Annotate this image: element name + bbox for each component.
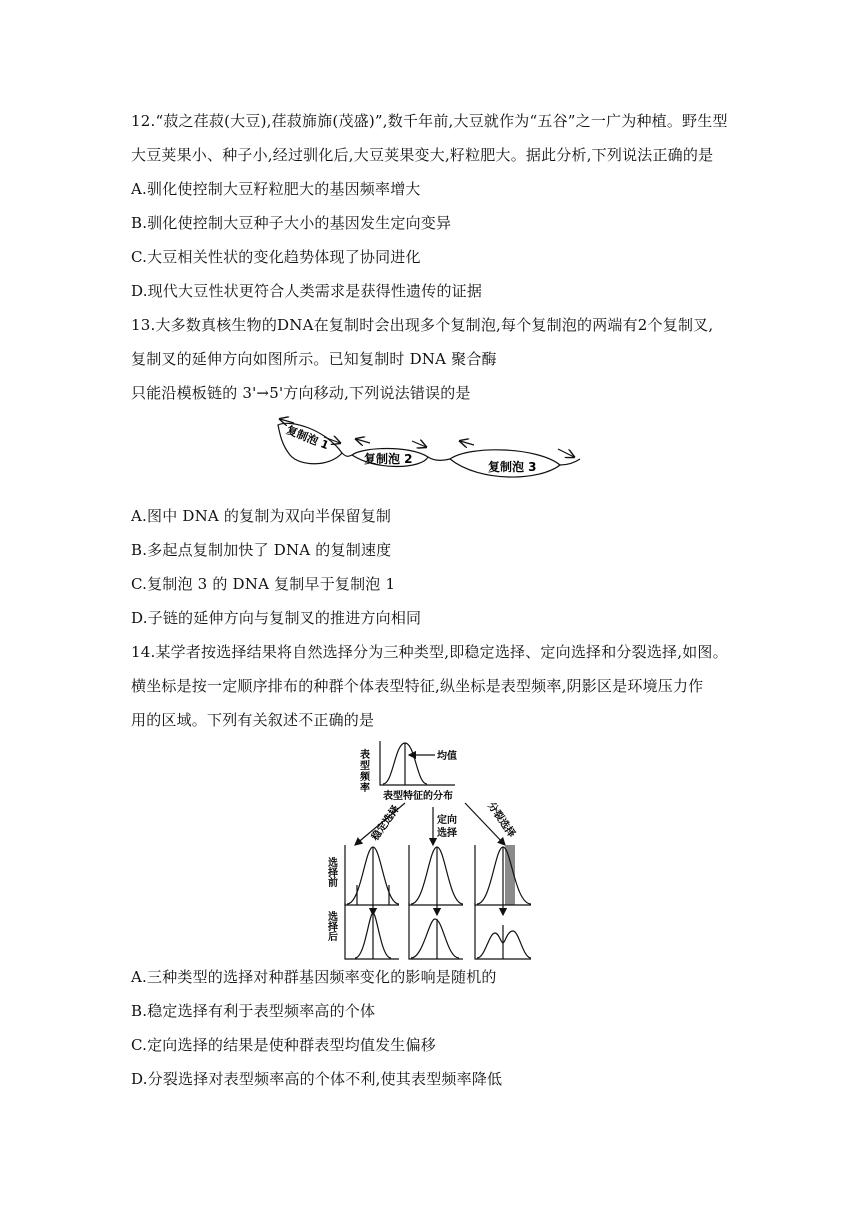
- q14-stem-line-2: 横坐标是按一定顺序排布的种群个体表型特征,纵坐标是表型频率,阴影区是环境压力作: [131, 677, 704, 695]
- q13-option-b: B.多起点复制加快了 DNA 的复制速度: [131, 541, 392, 559]
- bubble-2-label: 复制泡 2: [364, 452, 413, 466]
- q13-option-a: A.图中 DNA 的复制为双向半保留复制: [131, 507, 392, 525]
- selection-types-figure: [325, 735, 540, 963]
- after-directional-curve: [411, 919, 459, 958]
- bubble-1-label: 复制泡 1: [284, 423, 331, 453]
- q13-option-c: C.复制泡 3 的 DNA 复制早于复制泡 1: [131, 575, 396, 593]
- q14-option-a: A.三种类型的选择对种群基因频率变化的影响是随机的: [131, 968, 497, 986]
- after-disruptive-curve: [477, 931, 531, 958]
- strand-tail: [560, 459, 580, 465]
- after-stable-axes: [345, 903, 399, 959]
- strand-1-2: [342, 453, 352, 456]
- q12-option-c: C.大豆相关性状的变化趋势体现了协同进化: [131, 248, 421, 266]
- row-after-label: 选择后: [325, 911, 337, 941]
- arrow-disruptive-label: 分裂选择: [484, 800, 517, 840]
- x-axis-label: 表型特征的分布: [383, 791, 453, 802]
- before-disruptive-curve: [477, 847, 531, 904]
- q14-option-d: D.分裂选择对表型频率高的个体不利,使其表型频率降低: [131, 1070, 503, 1088]
- fork-arrow-3: [356, 439, 370, 443]
- q12-option-d: D.现代大豆性状更符合人类需求是获得性遗传的证据: [131, 282, 483, 300]
- fork-arrow-6: [558, 449, 574, 457]
- replication-bubble-figure: [270, 415, 590, 495]
- q13-stem-line-1: 13.大多数真核生物的DNA在复制时会出现多个复制泡,每个复制泡的两端有2个复制叉,: [131, 316, 714, 334]
- original-y-axis: [380, 741, 455, 785]
- y-axis-label-1: 表型频率: [357, 749, 369, 793]
- arrow-stable-label: 稳定选择: [369, 803, 402, 843]
- q14-stem-line-3: 用的区域。下列有关叙述不正确的是: [131, 711, 375, 729]
- after-directional-axes: [409, 903, 463, 959]
- row-before-label: 选择前: [325, 857, 337, 887]
- strand-2-3: [428, 457, 450, 460]
- arrow-directional-label-1: 定向: [437, 815, 457, 826]
- q13-stem-line-3: 只能沿模板链的 3'→5'方向移动,下列说法错误的是: [131, 384, 471, 402]
- q14-option-b: B.稳定选择有利于表型频率高的个体: [131, 1002, 376, 1020]
- fork-arrow-4: [412, 441, 426, 447]
- q12-stem-line-1: 12.“菽之荏菽(大豆),荏菽旆旆(茂盛)”,数千年前,大豆就作为“五谷”之一广为种植。野生型: [131, 112, 728, 130]
- fork-arrow-5: [460, 441, 474, 445]
- q13-stem-line-2: 复制叉的延伸方向如图所示。已知复制时 DNA 聚合酶: [131, 350, 497, 368]
- q12-option-a: A.驯化使控制大豆籽粒肥大的基因频率增大: [131, 180, 421, 198]
- q13-option-d: D.子链的延伸方向与复制叉的推进方向相同: [131, 609, 422, 627]
- fork-arrow-1: [280, 419, 294, 423]
- bubble-3-label: 复制泡 3: [488, 460, 537, 474]
- q12-stem-line-2: 大豆荚果小、种子小,经过驯化后,大豆荚果变大,籽粒肥大。据此分析,下列说法正确的是: [131, 146, 714, 164]
- q14-stem-line-1: 14.某学者按选择结果将自然选择分为三种类型,即稳定选择、定向选择和分裂选择,如图。: [131, 643, 728, 661]
- q12-option-b: B.驯化使控制大豆种子大小的基因发生定向变异: [131, 214, 452, 232]
- mean-label: 均值: [437, 751, 457, 762]
- q14-option-c: C.定向选择的结果是使种群表型均值发生偏移: [131, 1036, 436, 1054]
- arrow-directional-label-2: 选择: [437, 828, 457, 839]
